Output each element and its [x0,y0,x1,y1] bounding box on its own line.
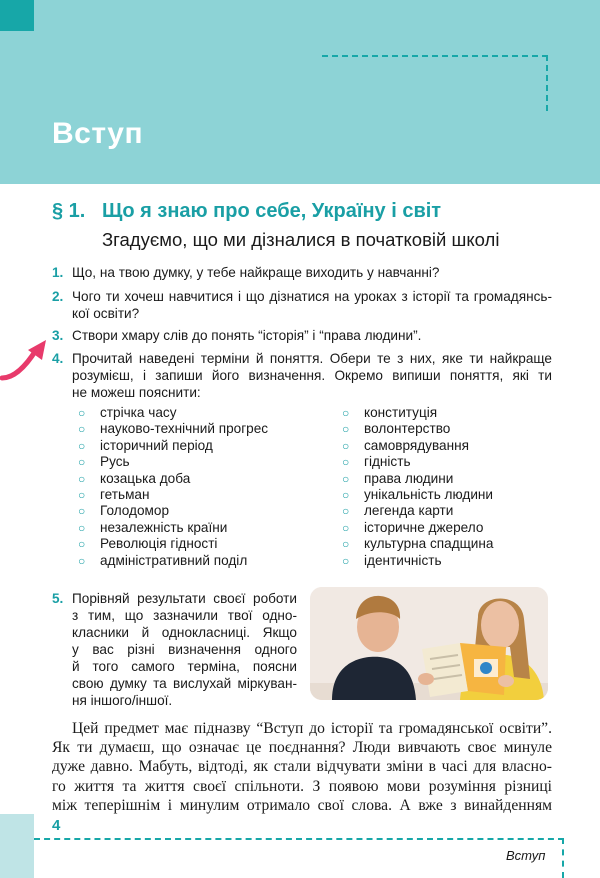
term-item: ○ конституція [342,405,438,420]
section-heading [52,200,441,223]
question-number: 4. [52,351,64,366]
section-number: § 1. [52,200,86,222]
term-item: ○ самоврядування [342,437,469,453]
pointer-arrow-icon [0,338,52,384]
page-number: 4 [52,817,61,834]
question-line: у вас різні визначення одного [72,642,297,657]
term-item: ○ права людини [342,470,454,486]
question-line: Порівняй результати своєї роботи [72,591,297,606]
body-paragraph [52,719,552,815]
term-item: ○ легенда карти [342,503,454,519]
term-item: ○ козацька доба [78,470,191,486]
question-line: й того самого терміна, поясни [72,659,297,674]
question-number: 5. [52,591,64,606]
question-line: свою думку та вислухай міркуван- [72,676,297,691]
question-3 [52,327,552,344]
chapter-title: Вступ [52,117,144,150]
bullet-icon: ○ [342,471,350,486]
bullet-icon: ○ [78,537,86,552]
body-line: го життя та життя своєї спільноти. З появою мови розуміння різниці [52,777,552,795]
header-dashed-line [322,55,548,57]
question-line: кої освіти? [72,306,140,321]
bullet-icon: ○ [342,455,350,470]
question-line: Що, на твою думку, у тебе найкраще виходить у навчанні? [72,265,440,280]
bullet-icon: ○ [342,537,350,552]
section-subtitle: Згадуємо, що ми дізналися в початковій школі [102,229,500,250]
body-line: між теперішнім і минулим отримало свої слова. А вже з винайденням [52,796,552,814]
term-item: ○ адміністративний поділ [78,552,248,568]
body-line: Як ти думаєш, що означає це поєднання? Люди вивчають своє минуле [52,739,552,757]
term-item: ○ науково-технічний прогрес [78,421,269,437]
question-2 [52,288,552,322]
term-item: ○ незалежність країни [78,519,228,535]
bullet-icon: ○ [78,553,86,568]
section-title: Що я знаю про себе, Україну і світ [102,200,442,222]
bullet-icon: ○ [78,438,86,453]
terms-list-left [74,405,268,569]
students-illustration [310,587,548,700]
term-item: ○ ідентичність [342,552,442,568]
question-5 [52,590,297,709]
bullet-icon: ○ [78,520,86,535]
term-item: ○ історичний період [78,437,213,453]
term-item: ○ гідність [342,454,411,470]
corner-tab [0,0,34,31]
question-number: 2. [52,289,64,304]
body-line: дуже давно. Мабуть, відтоді, як стали відчувати зміни в часі для власно- [52,758,552,776]
question-number: 3. [52,328,64,343]
question-line: з тим, що зазначили твої одно- [72,608,297,623]
bullet-icon: ○ [342,406,350,420]
bullet-icon: ○ [342,553,350,568]
question-line: не можеш пояснити: [72,385,201,400]
students-reading-photo [310,587,548,700]
bullet-icon: ○ [342,422,350,437]
chapter-header [0,0,600,184]
term-item: ○ гетьман [78,487,150,503]
term-item: ○ Голодомор [78,503,170,519]
bullet-icon: ○ [342,438,350,453]
term-item: ○ Революція гідності [78,536,218,552]
footer-dashed-line [34,838,564,840]
body-line: Цей предмет має підназву “Вступ до історії та громадянської освіти”. [72,720,552,737]
question-line: Чого ти хочеш навчитися і що дізнатися на уроках з історії та громадянсь- [72,289,552,304]
footer-chapter-label: Вступ [506,848,546,863]
question-4 [52,350,552,401]
bullet-icon: ○ [78,406,86,420]
term-item: ○ Русь [78,454,130,470]
term-item: ○ культурна спадщина [342,536,494,552]
bullet-icon: ○ [78,504,86,519]
question-line: ня іншого/іншої. [72,693,173,708]
bullet-icon: ○ [342,504,350,519]
terms-list-right [338,405,493,569]
question-line: Створи хмару слів до понять “історія” і “права людини”. [72,328,422,343]
bullet-icon: ○ [342,520,350,535]
term-item: ○ волонтерство [342,421,451,437]
term-item: ○ історичне джерело [342,519,484,535]
bullet-icon: ○ [78,422,86,437]
question-line: класники й однокласниці. Якщо [72,625,297,640]
question-1 [52,264,552,281]
question-number: 1. [52,265,64,280]
header-dashed-line-vertical [546,55,548,111]
footer-band [0,814,34,878]
term-item: ○ стрічка часу [78,405,177,420]
question-line: Прочитай наведені терміни й поняття. Обери те з них, яке ти найкраще [72,351,552,366]
footer-dashed-line-vertical [562,838,564,878]
bullet-icon: ○ [78,488,86,503]
question-line: розумієш, і запиши його визначення. Окремо випиши поняття, які ти [72,368,552,383]
bullet-icon: ○ [78,471,86,486]
bullet-icon: ○ [342,488,350,503]
bullet-icon: ○ [78,455,86,470]
term-item: ○ унікальність людини [342,487,494,503]
